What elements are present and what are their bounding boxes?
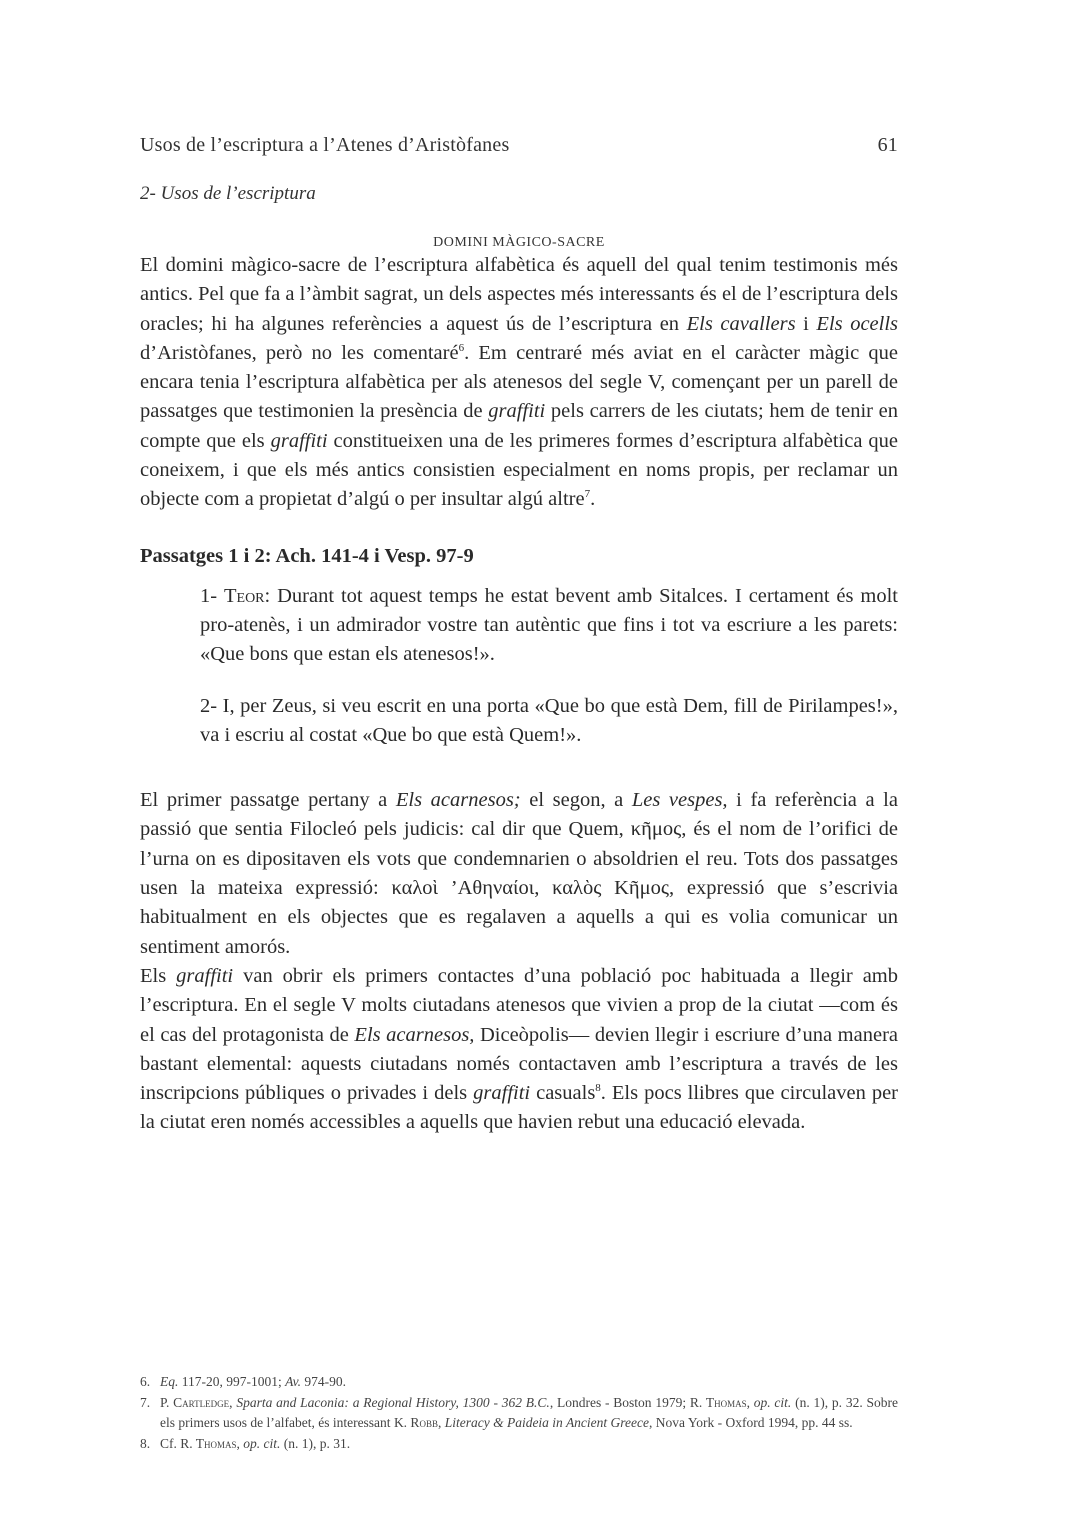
quote-number: 1- <box>200 584 224 607</box>
footnote-number: 6. <box>140 1374 151 1389</box>
abbrev: op. cit. <box>243 1435 281 1451</box>
running-head-title: Usos de l’escriptura a l’Atenes d’Aristòfanes <box>140 134 510 156</box>
running-head <box>140 134 898 157</box>
paragraph-3 <box>140 962 898 1138</box>
page-body <box>140 134 898 1138</box>
text: casuals <box>530 1082 596 1105</box>
work-title: Els cavallers <box>686 312 796 335</box>
text: i fa referència a la passió que sentia Filocleó pels judicis: cal dir que Quem, κῆμος, és el nom de l’orifici de l’urna on es dipositaven els vots que condemnarien o absoldrien el reu. Tots dos passatges usen la mateixa expressió: καλοὶ ’Αθηναίοι, καλὸς Κῆμος, expressió que s’escrivia habitualment en els objectes que es regalaven a aquells a qui es volia comunicar un sentiment amorós. <box>140 789 898 958</box>
speaker-name: Teor: <box>224 584 271 607</box>
work-title: Els ocells <box>816 312 899 335</box>
text: , Nova York - Oxford 1994, pp. 44 ss. <box>649 1415 853 1430</box>
paragraph-1 <box>140 251 898 515</box>
text: , <box>437 1415 445 1430</box>
text: van obrir els primers contactes d’una població poc habituada a llegir amb l’escriptura. En el segle V molts ciutadans atenesos que vivien a prop de la ciutat —com és el cas del protagonista de <box>140 964 899 1046</box>
footnote-ref[interactable]: 6 <box>458 342 465 355</box>
section-title: 2- Usos de l’escriptura <box>140 183 316 204</box>
text: Diceòpolis— devien llegir i escriure d’una manera bastant elemental: aquests ciutadans només contactaven amb l’escriptura a través de les inscripcions públiques o privades i dels <box>140 1023 899 1105</box>
italic-term: graffiti <box>488 400 546 423</box>
footnote-6 <box>140 1372 898 1393</box>
text: constitueixen una de les primeres formes d’escriptura alfabètica que coneixem, i que els més antics consistien especialment en noms propis, per reclamar un objecte com a propietat d’algú o per insultar algú altre <box>140 429 898 511</box>
abbrev: Eq. <box>160 1374 179 1389</box>
italic-term: graffiti <box>270 429 328 452</box>
text: , <box>236 1435 244 1451</box>
italic-term: graffiti <box>473 1082 531 1105</box>
text: , <box>746 1394 754 1410</box>
work-title: Les vespes, <box>631 789 728 812</box>
text: . Els pocs llibres que circulaven per la ciutat eren només accessibles a aquells que havien rebut una educació elevada. <box>140 1082 898 1134</box>
text: , Londres - Boston 1979; <box>549 1394 690 1410</box>
page-number: 61 <box>877 134 898 156</box>
footnote-8 <box>140 1434 898 1455</box>
book-title: Sparta and Laconia: a Regional History, 1300 - 362 B.C. <box>236 1394 550 1410</box>
text: (n. 1), p. 31. <box>280 1435 351 1451</box>
quote-1 <box>200 582 898 670</box>
italic-term: graffiti <box>176 964 234 987</box>
text: . Em centraré més aviat en el caràcter màgic que encara tenia l’escriptura alfabètica per als atenesos del segle V, començant per un parell de passatges que testimonien la presència de <box>140 341 899 423</box>
footnote-7 <box>140 1393 898 1434</box>
quote-text: Durant tot aquest temps he estat bevent amb Sitalces. I certament és molt pro-atenès, i un admirador vostre tan autèntic que fins i tot va escriure a les parets: «Que bons que estan els atenesos!». <box>200 584 899 666</box>
footnote-number: 8. <box>140 1435 151 1451</box>
text: el segon, a <box>520 789 632 812</box>
text: i <box>795 312 817 335</box>
text: 117-20, 997-1001; <box>178 1374 286 1389</box>
abbrev: op. cit. <box>753 1394 792 1410</box>
work-title: Els acarnesos, <box>354 1023 475 1046</box>
text: Cf. <box>160 1435 181 1451</box>
quote-2: 2- I, per Zeus, si veu escrit en una porta «Que bo que està Dem, fill de Pirilampes!», va i escriu al costat «Que bo que està Quem!». <box>200 694 898 746</box>
domain-heading: DOMINI MÀGICO-SACRE <box>433 235 605 250</box>
author: R. Thomas <box>180 1435 237 1451</box>
text: Els <box>140 964 177 987</box>
footnote-text <box>160 1372 898 1393</box>
text: . <box>590 488 596 511</box>
footnote-text <box>160 1434 898 1455</box>
footnote-ref[interactable]: 7 <box>584 488 591 501</box>
footnote-number: 7. <box>140 1394 151 1410</box>
passage-heading: Passatges 1 i 2: Ach. 141-4 i Vesp. 97-9 <box>140 544 474 567</box>
footnote-ref[interactable]: 8 <box>595 1082 601 1095</box>
text: , <box>229 1394 237 1410</box>
text: El domini màgico-sacre de l’escriptura alfabètica és aquell del qual tenim testimonis més antics. Pel que fa a l’àmbit sagrat, un dels aspectes més interessants és el de l’escriptura dels oracles; hi ha algunes referències a aquest ús de l’escriptura en <box>140 254 898 335</box>
footnotes <box>140 1372 898 1454</box>
text: El primer passatge pertany a <box>140 789 396 812</box>
abbrev: Av. <box>285 1374 301 1389</box>
text: d’Aristòfanes, però no les comentaré <box>140 341 459 364</box>
text: 974-90. <box>301 1374 346 1389</box>
paragraph-2 <box>140 786 898 962</box>
author: R. Thomas <box>689 1394 747 1410</box>
text: (n. 1), p. 32. Sobre els primers usos de l’alfabet, és interessant <box>160 1394 899 1430</box>
book-title: Literacy & Paideia in Ancient Greece <box>444 1415 650 1430</box>
author: K. Robb <box>393 1415 438 1430</box>
text: pels carrers de les ciutats; hem de tenir en compte que els <box>140 400 898 452</box>
footnote-text <box>160 1393 898 1434</box>
author: P. Cartledge <box>160 1394 230 1410</box>
work-title: Els acarnesos; <box>395 789 521 812</box>
